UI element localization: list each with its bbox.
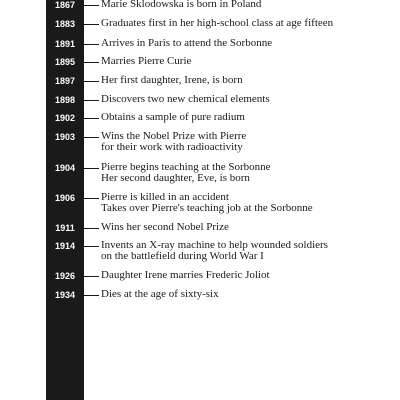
- event-text: [101, 162, 397, 184]
- event-line: Marries Pierre Curie: [101, 55, 192, 67]
- event-line: Wins her second Nobel Prize: [101, 221, 229, 233]
- event-line: Graduates first in her high-school class at age fifteen: [101, 17, 334, 29]
- event-line: Wins the Nobel Prize with Pierre: [101, 130, 247, 142]
- event-text: [101, 38, 397, 49]
- event-line: Her second daughter, Eve, is born: [101, 172, 250, 184]
- event-text: [101, 112, 397, 123]
- year-label: 1903: [54, 132, 76, 142]
- connector-line: [84, 295, 99, 296]
- event-line: Discovers two new chemical elements: [101, 93, 270, 105]
- connector-line: [84, 44, 99, 45]
- event-line: on the battlefield during World War I: [101, 250, 264, 262]
- event-text: [101, 222, 397, 233]
- connector-line: [84, 100, 99, 101]
- event-text: [101, 240, 397, 262]
- connector-line: [84, 168, 99, 169]
- connector-line: [84, 62, 99, 63]
- year-label: 1883: [54, 19, 76, 29]
- connector-line: [84, 246, 99, 247]
- event-text: [101, 56, 397, 67]
- year-label: 1891: [54, 39, 76, 49]
- year-label: 1895: [54, 57, 76, 67]
- connector-line: [84, 81, 99, 82]
- connector-line: [84, 24, 99, 25]
- event-line: Daughter Irene marries Frederic Joliot: [101, 269, 270, 281]
- connector-line: [84, 118, 99, 119]
- connector-line: [84, 137, 99, 138]
- event-line: Marie Sklodowska is born in Poland: [101, 0, 262, 10]
- event-line: Her first daughter, Irene, is born: [101, 74, 243, 86]
- connector-line: [84, 5, 99, 6]
- event-text: [101, 94, 397, 105]
- year-label: 1902: [54, 113, 76, 123]
- event-line: Dies at the age of sixty-six: [101, 288, 219, 300]
- event-line: Pierre begins teaching at the Sorbonne: [101, 161, 271, 173]
- year-label: 1906: [54, 193, 76, 203]
- event-line: Obtains a sample of pure radium: [101, 111, 245, 123]
- event-line: Arrives in Paris to attend the Sorbonne: [101, 37, 273, 49]
- event-line: for their work with radioactivity: [101, 141, 243, 153]
- year-label: 1904: [54, 163, 76, 173]
- connector-line: [84, 198, 99, 199]
- connector-line: [84, 276, 99, 277]
- year-label: 1926: [54, 271, 76, 281]
- event-text: [101, 192, 397, 214]
- year-label: 1911: [55, 223, 75, 233]
- event-line: Takes over Pierre's teaching job at the Sorbonne: [101, 202, 313, 214]
- event-text: [101, 131, 397, 153]
- event-line: Invents an X-ray machine to help wounded soldiers: [101, 239, 328, 251]
- event-text: [101, 289, 397, 300]
- event-line: Pierre is killed in an accident: [101, 191, 229, 203]
- year-label: 1867: [54, 0, 76, 10]
- event-text: [101, 270, 397, 281]
- event-text: [101, 75, 397, 86]
- event-text: [101, 18, 397, 29]
- year-label: 1898: [54, 95, 76, 105]
- connector-line: [84, 228, 99, 229]
- year-label: 1897: [54, 76, 76, 86]
- event-text: [101, 0, 397, 10]
- year-label: 1914: [54, 241, 76, 251]
- year-label: 1934: [54, 290, 76, 300]
